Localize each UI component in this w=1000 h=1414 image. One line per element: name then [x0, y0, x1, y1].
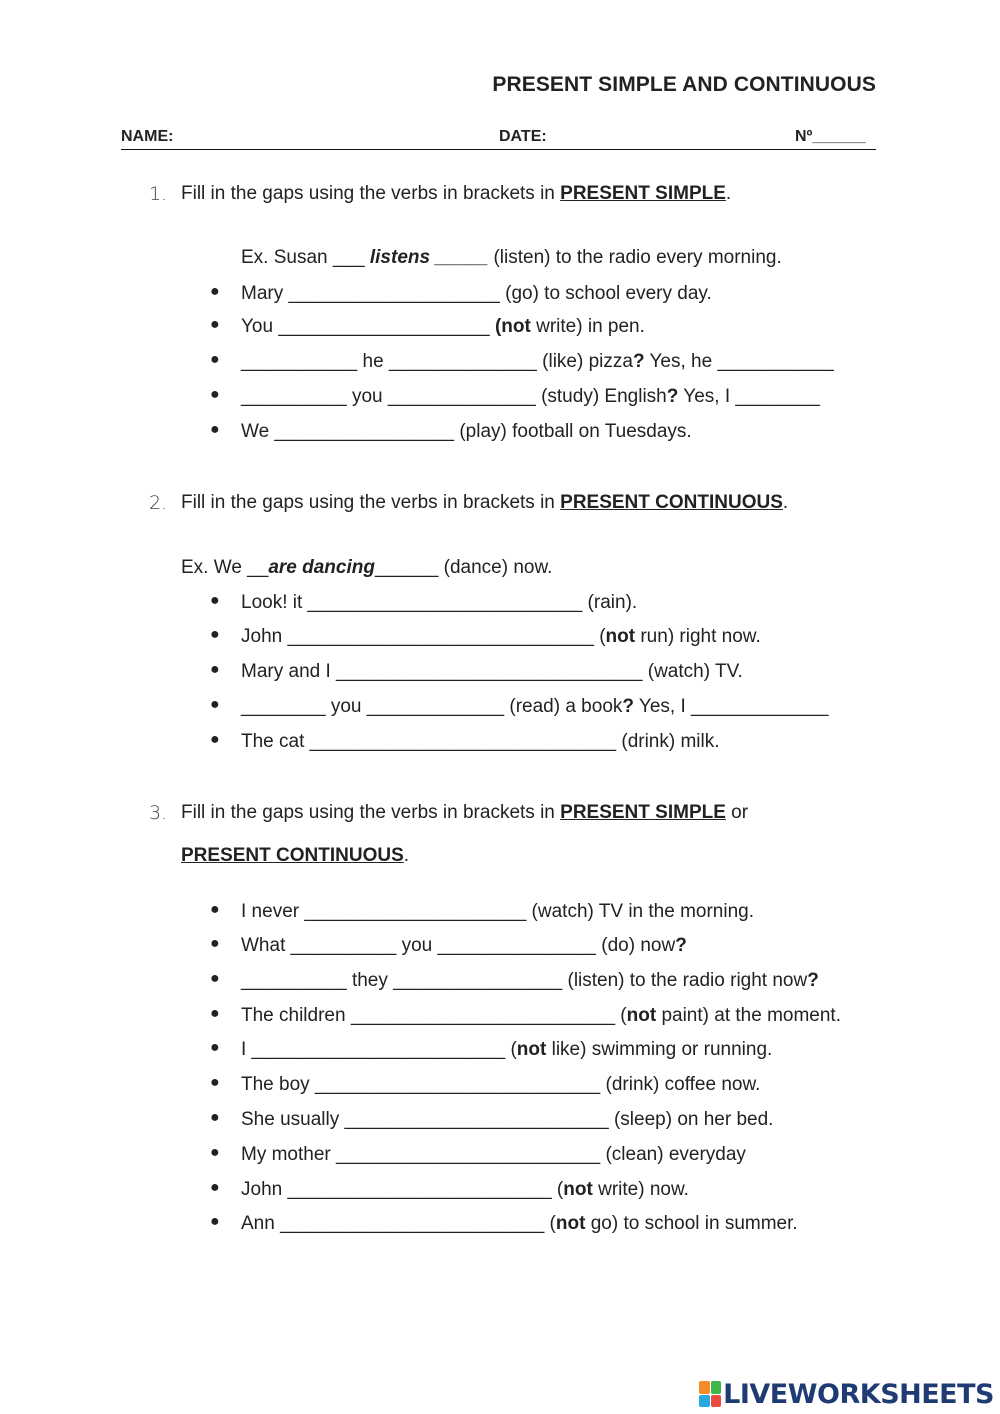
bullet-icon: ●	[210, 1109, 220, 1126]
name-label: NAME:	[121, 128, 174, 145]
bullet-icon: ●	[210, 1144, 220, 1161]
emphasis-text: not	[555, 1213, 586, 1234]
item-text: The children _________________________ (	[241, 1005, 627, 1026]
bullet-icon: ●	[210, 901, 220, 918]
bullet-icon: ●	[210, 1005, 220, 1022]
item-text: Mary and I _____________________________ (watch) TV.	[241, 661, 743, 682]
emphasis-text: ?	[675, 935, 687, 956]
exercise-item	[210, 970, 819, 992]
emphasis-text: not	[563, 1179, 593, 1200]
bullet-icon: ●	[210, 935, 220, 952]
example-answer: are dancing	[268, 557, 375, 578]
tense-label: PRESENT SIMPLE	[560, 183, 726, 204]
exercise-item	[210, 731, 720, 753]
bullet-icon: ●	[210, 316, 220, 333]
exercise-3-number: 3.	[149, 802, 168, 824]
item-text: She usually _________________________ (sleep) on her bed.	[241, 1109, 774, 1130]
item-text: Yes, I ________	[678, 386, 820, 407]
example-pre: Ex. We __	[181, 557, 269, 578]
emphasis-text: ?	[666, 386, 679, 407]
item-text: ___________ he ______________ (like) pizza	[241, 351, 633, 372]
exercise-2-number: 2.	[149, 492, 168, 514]
exercise-item	[210, 1179, 689, 1201]
exercise-3-instruction	[181, 802, 748, 824]
logo-square	[711, 1381, 722, 1394]
item-text: We _________________ (play) football on Tuesdays.	[241, 421, 692, 442]
student-info-row	[121, 127, 876, 150]
item-text: I never _____________________ (watch) TV in the morning.	[241, 901, 755, 922]
bullet-icon: ●	[210, 1213, 220, 1230]
tense-label-2: PRESENT CONTINUOUS	[181, 845, 404, 866]
item-text: __________ they ________________ (listen) to the radio right now	[241, 970, 808, 991]
instruction-end: .	[782, 492, 789, 513]
item-text: The boy ___________________________ (drink) coffee now.	[241, 1074, 761, 1095]
bullet-icon: ●	[210, 351, 220, 368]
item-text: John _____________________________ (	[241, 626, 606, 647]
emphasis-text: ?	[807, 970, 819, 991]
exercise-item	[210, 626, 761, 648]
exercise-2-example	[181, 557, 552, 579]
instruction-mid: or	[725, 802, 749, 823]
emphasis-text: ?	[632, 351, 645, 372]
instruction-end: .	[725, 183, 732, 204]
bullet-icon: ●	[210, 421, 220, 438]
item-text: go) to school in summer.	[585, 1213, 798, 1234]
example-answer: listens _____	[369, 247, 489, 268]
instruction-text: Fill in the gaps using the verbs in brackets in	[181, 492, 561, 513]
exercise-item	[210, 1213, 798, 1235]
item-text: ________ you _____________ (read) a book	[241, 696, 623, 717]
liveworksheets-logo	[699, 1378, 994, 1410]
exercise-item	[210, 1039, 773, 1061]
exercise-item	[210, 1144, 746, 1166]
exercise-3-instruction-line2	[181, 845, 409, 867]
example-post: ______ (dance) now.	[374, 557, 553, 578]
item-text: You ____________________	[241, 316, 495, 337]
exercise-item	[210, 901, 755, 923]
exercise-item	[210, 386, 820, 408]
exercise-item	[210, 316, 645, 338]
logo-square	[699, 1395, 710, 1408]
bullet-icon: ●	[210, 283, 220, 300]
item-text: My mother _________________________ (clean) everyday	[241, 1144, 746, 1165]
bullet-icon: ●	[210, 626, 220, 643]
liveworksheets-logo-icon	[699, 1381, 721, 1407]
logo-square	[699, 1381, 710, 1394]
bullet-icon: ●	[210, 696, 220, 713]
exercise-item	[210, 1109, 774, 1131]
tense-label: PRESENT SIMPLE	[560, 802, 726, 823]
bullet-icon: ●	[210, 592, 220, 609]
exercise-1-number: 1.	[149, 183, 168, 205]
bullet-icon: ●	[210, 661, 220, 678]
date-label: DATE:	[499, 128, 547, 145]
item-text: write) in pen.	[530, 316, 645, 337]
bullet-icon: ●	[210, 1039, 220, 1056]
exercise-2-instruction	[181, 492, 788, 514]
emphasis-text: not	[605, 626, 636, 647]
item-text: Yes, I _____________	[634, 696, 829, 717]
item-text: __________ you ______________ (study) English	[241, 386, 667, 407]
exercise-item	[210, 661, 743, 683]
example-pre: Ex. Susan ___	[241, 247, 370, 268]
emphasis-text: ?	[622, 696, 634, 717]
bullet-icon: ●	[210, 1074, 220, 1091]
item-text: Mary ____________________ (go) to school every day.	[241, 283, 712, 304]
bullet-icon: ●	[210, 1179, 220, 1196]
instruction-end: .	[403, 845, 410, 866]
item-text: I ________________________ (	[241, 1039, 517, 1060]
instruction-text: Fill in the gaps using the verbs in brackets in	[181, 802, 561, 823]
bullet-icon: ●	[210, 970, 220, 987]
bullet-icon: ●	[210, 386, 220, 403]
logo-square	[711, 1395, 722, 1408]
item-text: Ann _________________________ (	[241, 1213, 556, 1234]
exercise-item	[210, 935, 687, 957]
item-text: What __________ you _______________ (do) now	[241, 935, 676, 956]
example-post: (listen) to the radio every morning.	[488, 247, 782, 268]
item-text: John _________________________ (	[241, 1179, 564, 1200]
exercise-item	[210, 1074, 761, 1096]
exercise-1-example	[241, 247, 782, 269]
item-text: paint) at the moment.	[656, 1005, 841, 1026]
item-text: Yes, he ___________	[644, 351, 834, 372]
item-text: like) swimming or running.	[546, 1039, 773, 1060]
bullet-icon: ●	[210, 731, 220, 748]
exercise-item	[210, 592, 638, 614]
number-label: Nº______	[795, 128, 866, 145]
exercise-item	[210, 421, 692, 443]
logo-text: LIVEWORKSHEETS	[723, 1378, 994, 1410]
exercise-item	[210, 283, 712, 305]
instruction-text: Fill in the gaps using the verbs in brackets in	[181, 183, 561, 204]
item-text: run) right now.	[635, 626, 761, 647]
exercise-item	[210, 351, 834, 373]
item-text: The cat _____________________________ (drink) milk.	[241, 731, 720, 752]
page-title: PRESENT SIMPLE AND CONTINUOUS	[492, 73, 876, 96]
exercise-1-instruction	[181, 183, 731, 205]
emphasis-text: not	[516, 1039, 547, 1060]
item-text: write) now.	[592, 1179, 689, 1200]
item-text: Look! it __________________________ (rain).	[241, 592, 638, 613]
exercise-item	[210, 696, 829, 718]
tense-label: PRESENT CONTINUOUS	[560, 492, 783, 513]
exercise-item	[210, 1005, 841, 1027]
emphasis-text: not	[626, 1005, 657, 1026]
emphasis-text: (not	[494, 316, 531, 337]
